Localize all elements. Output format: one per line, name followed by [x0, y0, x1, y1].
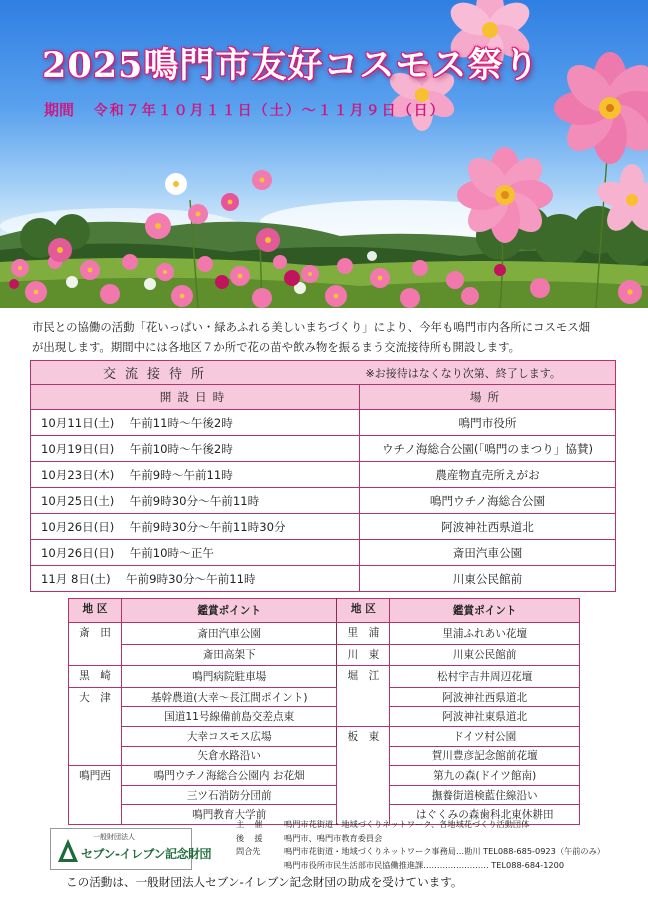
area-name: 斎 田 — [69, 623, 122, 666]
spot-name: 基幹農道(大幸〜長江間ポイント) — [122, 687, 337, 707]
col-area-header-right: 地 区 — [337, 599, 390, 623]
table-row — [31, 540, 616, 566]
spot-name: 川東公民館前 — [390, 644, 580, 666]
area-name: 川 東 — [337, 644, 390, 666]
spot-name: 鳴門教育大学前 — [122, 805, 337, 825]
table-row — [31, 462, 616, 488]
credits — [236, 818, 605, 872]
table-row — [31, 566, 616, 592]
intro-text — [32, 317, 622, 357]
reception-note: ※お接待はなくなり次第、終了します。 — [360, 361, 616, 385]
reception-header-row — [31, 385, 616, 410]
spot-name: 第九の森(ドイツ館南) — [390, 766, 580, 786]
table-row — [69, 726, 580, 746]
table-row — [69, 785, 580, 805]
area-name: 板 東 — [337, 726, 390, 824]
spot-name: 国道11号線備前島交差点東 — [122, 707, 337, 727]
area-name: 里 浦 — [337, 623, 390, 645]
area-name: 鳴門西 — [69, 766, 122, 825]
support-text: 鳴門市、鳴門市教育委員会 — [284, 832, 383, 843]
col-point-header-left: 鑑賞ポイント — [122, 599, 337, 623]
area-name: 堀 江 — [337, 666, 390, 727]
spot-name: 矢倉水路沿い — [122, 746, 337, 766]
reception-date: 10月26日(日) 午前9時30分〜午前11時30分 — [31, 514, 360, 540]
spot-name: 鳴門ウチノ海総合公園内 お花畑 — [122, 766, 337, 786]
spot-name: 斎田高架下 — [122, 644, 337, 666]
reception-place: 鳴門ウチノ海総合公園 — [360, 488, 616, 514]
table-row — [69, 746, 580, 766]
organizer-row — [236, 818, 605, 832]
event-period — [44, 99, 446, 120]
spot-name: 斎田汽車公園 — [122, 623, 337, 645]
table-row — [31, 488, 616, 514]
sponsor-logo — [50, 828, 212, 870]
spot-name: 三ツ石消防分団前 — [122, 785, 337, 805]
contact-line-2: 鳴門市役所市民生活部市民協働推進課…………………… TEL088-684-1200 — [284, 859, 565, 870]
table-row — [69, 666, 580, 688]
support-row — [236, 832, 605, 846]
reception-place: 農産物直売所えがお — [360, 462, 616, 488]
reception-place: ウチノ海総合公園(「鳴門のまつり」協賛) — [360, 436, 616, 462]
intro-line-1: 市民との協働の活動「花いっぱい・緑あふれる美しいまちづくり」により、今年も鳴門市内各所にコスモス畑 — [32, 320, 591, 334]
spot-name: 阿波神社西県道北 — [390, 687, 580, 707]
poster-title: 2025鳴門市友好コスモス祭り — [42, 45, 540, 86]
table-row — [31, 514, 616, 540]
contact-line-1: 鳴門市花街道・地域づくりネットワーク事務局…勘川 TEL088-685-0923（午前のみ） — [284, 846, 605, 857]
col-point-header-right: 鑑賞ポイント — [390, 599, 580, 623]
footer-note: この活動は、一般財団法人セブン‐イレブン記念財団の助成を受けています。 — [66, 875, 463, 889]
spot-name: 大幸コスモス広場 — [122, 726, 337, 746]
foundation-logo-icon — [57, 838, 79, 864]
reception-date: 10月23日(木) 午前9時〜午前11時 — [31, 462, 360, 488]
period-value: 令和７年１０月１１日（土）〜１１月９日（日） — [93, 103, 446, 119]
reception-date: 10月19日(日) 午前10時〜午後2時 — [31, 436, 360, 462]
spot-name: はぐくみの森歯科北東休耕田 — [390, 805, 580, 825]
reception-table — [30, 360, 616, 592]
period-label: 期間 — [44, 101, 75, 119]
table-row — [31, 436, 616, 462]
col-place-header: 場所 — [360, 385, 616, 410]
table-row — [31, 410, 616, 436]
reception-title: 交流接待所 — [31, 361, 360, 385]
intro-line-2: が出現します。期間中には各地区７か所で花の苗や飲み物を振るまう交流接待所も開設します。 — [32, 340, 520, 354]
logo-name: セブン‐イレブン記念財団 — [81, 847, 212, 861]
col-date-header: 開設日時 — [31, 385, 360, 410]
area-name: 大 津 — [69, 687, 122, 765]
spot-name: 松村宇吉井周辺花壇 — [390, 666, 580, 688]
reception-date: 10月26日(日) 午前10時〜正午 — [31, 540, 360, 566]
spots-header-row — [69, 599, 580, 623]
table-row — [69, 766, 580, 786]
table-row — [69, 623, 580, 645]
support-label: 後 援 — [236, 832, 264, 843]
hero-photo — [0, 0, 648, 308]
table-row — [69, 644, 580, 666]
table-row — [69, 687, 580, 707]
reception-title-row — [31, 361, 616, 385]
reception-date: 10月11日(土) 午前11時〜午後2時 — [31, 410, 360, 436]
reception-place: 川東公民館前 — [360, 566, 616, 592]
reception-place: 斎田汽車公園 — [360, 540, 616, 566]
spot-name: 撫養街道検藍住線沿い — [390, 785, 580, 805]
spot-name: 里浦ふれあい花壇 — [390, 623, 580, 645]
viewing-spots-table — [68, 598, 580, 825]
area-name: 黒 崎 — [69, 666, 122, 688]
logo-subtitle: 一般財団法人 — [93, 833, 135, 841]
spot-name: 鳴門病院駐車場 — [122, 666, 337, 688]
reception-place: 鳴門市役所 — [360, 410, 616, 436]
spot-name: ドイツ村公園 — [390, 726, 580, 746]
spot-name: 賀川豊彦記念館前花壇 — [390, 746, 580, 766]
reception-date: 10月25日(土) 午前9時30分〜午前11時 — [31, 488, 360, 514]
reception-place: 阿波神社西県道北 — [360, 514, 616, 540]
table-row — [69, 707, 580, 727]
contact-label: 問合先 — [236, 846, 261, 857]
spot-name: 阿波神社東県道北 — [390, 707, 580, 727]
organizer-label: 主 催 — [236, 819, 264, 829]
col-area-header-left: 地 区 — [69, 599, 122, 623]
reception-date: 11月 8日(土) 午前9時30分〜午前11時 — [31, 566, 360, 592]
organizer-text: 鳴門市花街道・地域づくりネットワーク、各地域花づくり活動団体 — [284, 819, 530, 829]
contact-row — [236, 845, 605, 859]
